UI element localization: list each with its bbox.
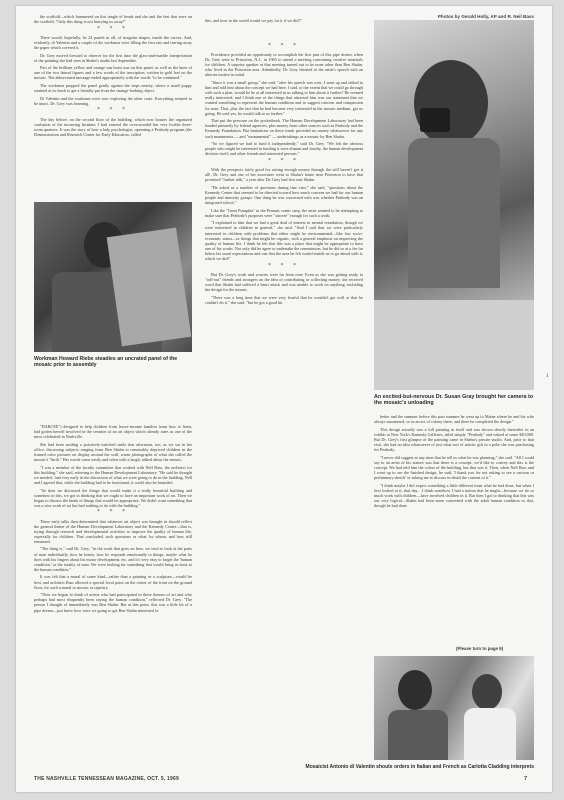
photo-dr-gray-camera (374, 20, 534, 390)
paragraph: Di Valentin and the workmen were now exploring the other crate. Everything seemed to be intact. Dr. Grey was beaming. (34, 95, 192, 106)
section-divider: * * * (268, 262, 300, 269)
paragraph: Providence provided an opportunity to accomplish the first part of this pipe dream, when Dr. Grey went to Princeton, N.J., in 1965 to attend a meeting concerning creative materials for children. A surprise speaker at that meeting turned out to be none other than Ben Shahn, who lived in the Princeton area. Admittedly, Dr. Grey listened to the artist's speech with an ulterior motive in mind. (205, 52, 363, 78)
section-divider: * * * (97, 25, 129, 32)
paragraph: "I never did suggest at any time that he tell us what he was planning," she said. "All I could say to an artist of his stature was that there is a concept, we'd like to convey and this is the concept. We had told him the colors of the building, but that was it. Then, when Nell Bass and I went up to see the finished design, he said, 'I thank you for not asking to see a cartoon or preliminary sketch' or asking me to discuss in detail the content of it." (374, 454, 534, 481)
photo-workman-panel (34, 202, 192, 352)
paragraph: "There was a long time that we were very fearful that he wouldn't get well or that he couldn't do it," she said, "but he got a good bit (205, 294, 363, 305)
paragraph: Like the "Great Pumpkin" in the Peanuts comic strip, the artist seemed to be attempting to make sure that Peabody's purposes were "sincere" enough for such a work. (205, 207, 363, 218)
paragraph: "DARCEE") designed to help children from lower-income families learn how to learn, had gotten herself involved in the creation of an art object which already rates as one of the most celebrated in Nashville. (34, 424, 192, 440)
paragraph: Dr. Grey moved forward to observe for the first time the glass-and-marble interpretation of the painting she had seen in Shahn's studio last September. (34, 52, 192, 63)
paragraph: "So we figured we had to fund it independently," said Dr. Grey. "We felt the obvious people who might be interested in funding it were alumni and faculty, the human development division itself, and other friends and interested persons." (205, 141, 363, 157)
paragraph: "I explained to him that we had a great deal of interest in mental retardation, though we were interested in children in general," she said. "And I said that we were particularly interested in children with problems that either might be environmental—like low socio-economic status—or things that might be organic, with a general emphasis on improving the quality of human life. I think he felt that this was a place that might be appropriate to have one of his works. Not only did he agree to undertake the commission, but he did so at a fee far below his usual expectations and one that the area he felt would enable us to go ahead with it, which we did!" (205, 220, 363, 261)
continued-note: (Please turn to page 9) (456, 646, 504, 651)
paragraph: "Then we began to think of artists who had participated in these themes of art and who perhaps had most eloquently been saying the human condition," reflected Dr. Grey. "The person I thought of immediately was Ben Shahn. But at this point, this was a little bit of a pipe dream—just knew how were we going to get Ben Shahn interested in (34, 592, 192, 613)
section-divider: * * * (268, 43, 300, 49)
paragraph: There would, hopefully, be 24 panels in all, of irregular shapes, inside the curves. And, evidently, di Valentin and a couple of the workmen were filling the first one and tearing away the paper which covered it. (34, 34, 192, 50)
section-divider: * * * (268, 157, 300, 164)
column-2 (205, 42, 363, 766)
paragraph: "So then we discussed the things that would make it a really beautiful building and somehow in this, we got to thinking that we ought to have an important work of art. Then we began to discuss the kinds of things that would be appropriate. We didn't want something that was a nice work of art but had nothing to do with the building." (34, 487, 192, 508)
paragraph: It was felt that a mural of some kind—rather than a painting or a sculpture—would be best, and architect Bass allowed a special focal point on the center of the front on the ground floor, for such a mural or mosaic or tapestry. (34, 574, 192, 590)
lead-line: this, and how in the world would we pay for it if we did?" (205, 18, 303, 23)
photo-caption: Mosaicist Antonio di Valentin shouts orders in Italian and French as Carlotta Cladding interprets (305, 764, 534, 770)
column-1-bottom (34, 424, 192, 776)
paragraph: This design actually was a full painting in itself and was shown shortly thereafter in an exhibit at New York's Kennedy Galleries, titled simply "Peabody" and valued at some $20,000. But Dr. Grey's first glimpse of the painting came in Shahn's private studio. And, prior to that visit, she had no idea whatsoever of just what sort of artistic gift in a poke she was purchasing for Peabody. (374, 426, 534, 453)
paragraph: better and the summer before this past summer he went up to Maine where he and his wife always summered, so as an act of colony there, and there he completed the design." (374, 414, 534, 425)
paragraph: The workmen propped the panel gently against the steps nearby, where a small puppy strained at its leash to get a friendly pat from the strange-looking object. (34, 83, 192, 94)
publication-footer: THE NASHVILLE TENNESSEAN MAGAZINE, OCT. 5, 1969 (34, 776, 179, 782)
paragraph: "Since it was a small group," she said, "after his speech was over, I went up and talked to him and told him about the concept we had here. I said, to the extent that we could go through with such a plan, would he be at all interested in us talking to him about it further? He seemed really interested, and I think one of the things that attracted him was our statement that we wanted something to represent the human condition and to suggest concern and compassion for man. That, plus the fact that he had become very interested in the mosaic medium, got us going. He said yes, he would talk to us further." (205, 80, 363, 116)
paragraph: the scaffold—which hammered on this tangle of heads and she and the feet that were on the scaffold, "Only this thing is not hurrying us away!" (34, 14, 192, 25)
paragraph: "He asked us a number of questions during that visit," she said, "questions about the Kennedy Center that seemed to be directed toward how much concern we had for our human people and minority groups. One thing he was concerned with was whether Peabody was an integrated school." (205, 184, 363, 206)
photo-credit: Photos by Gerald Holly, AP and R. Neil Bass (437, 14, 534, 19)
paragraph: These early talks then determined that whatever art object was brought in should reflect the general theme of the Human Development Laboratory and the Kennedy Center—that is, trying through research and developmental activities to improve the quality of human life, especially for children. That concluded, such questions as what, by whom, and how still remained. (34, 518, 192, 544)
column-1-top (34, 14, 192, 139)
page-number: 7 (524, 776, 528, 782)
magazine-page (16, 6, 552, 792)
paragraph: That put the pressure on the pocketbook. The Human Development Laboratory had been funded primarily by federal agencies, plus money from other sources such as Peabody and the Kennedy Foundation. But limitations on these funds provided no money whatsoever for any such monuments — and "monumental" — undertakings as a mosaic by Ben Shahn. (205, 118, 363, 139)
paragraph: "I think maybe I did expect something a little different from what he had done, but when I first looked at it, that day... I think somehow I had a notion that he might—because we do so much work with children—have involved children in it. But then I got to thinking that this was our very logical—Shahn had been more concerned with the adult human condition so that, though he had done (374, 482, 534, 508)
edge-mark: 1 (546, 374, 549, 379)
paragraph: With the prospects fairly good for raising enough money through the still haven't got it all!, Dr. Grey and one of her associates went to Shahn's home near Princeton to have that promised "further talk," a year after Dr. Grey had first met Shahn. (205, 166, 363, 183)
paragraph: "The thing is," said Dr. Grey, "in the work that goes on here, we tend to look at the parts of man individually, how he learns, how he responds emotionally to things, maybe what he does with his fingers about his motor development, etc, and it's very easy to forget the 'human condition,' or the totality of man. We were looking for something that would bring us back to the human condition." (34, 546, 192, 572)
paragraph: But Dr. Grey's work and worries were far from over. Even as she was getting ready to "roll-out" friends and strangers on the idea of contributing or collecting money, she received word that Shahn had suffered a heart attack and was unable to work on anything, including the design for the mosaic. (205, 271, 363, 292)
paragraph: "I was a member of the faculty committee that worked with Nell Bass, the architect for this building," she said, referring to the Human Development Laboratory. "He said he thought we needed, 'and very early in the discussion of what we were going to do in the building, Nell and I agreed that, while the building had to be functional, it could also be beautiful. (34, 464, 192, 485)
paragraph: The day before, on the second floor of the building, which now houses the organized confusion of the incoming Institute, I had entered the overcrowded but very livable three-room quarters. It was the story of how a lady psychologist, operating a Peabody program (the Demonstration and Research Center for Early Education, called (34, 116, 192, 137)
column-3 (374, 414, 534, 644)
section-divider: * * * (97, 107, 129, 114)
paragraph: She had been smiling a positively-satisfied smile that afternoon, too, as we sat in her office, discussing subjects ranging from Ben Shahn to reasonably deprived children in the framed color pictures on display around the wall, warm photographs of what she called the mosaic's "birth." Her words come easily and often with a laugh, talked about the mosaic. (34, 441, 192, 463)
section-divider: * * * (97, 509, 129, 516)
paragraph: Part of the brilliant yellow and orange sun burst was on this panel, as well as the knee of one of the two lateral figures and a few words of the inscription, written in gold leaf on the mosaic. The abbreviated message ended appropriately with the words "to be continued." (34, 65, 192, 81)
photo-caption: Workman Howard Riebe steadies an uncrated panel of the mosaic prior to assembly (34, 356, 178, 368)
photo-caption: An excited-but-nervous Dr. Susan Gray brought her camera to the mosaic's unloading (374, 394, 534, 407)
photo-mosaicist-shouting (374, 656, 534, 760)
